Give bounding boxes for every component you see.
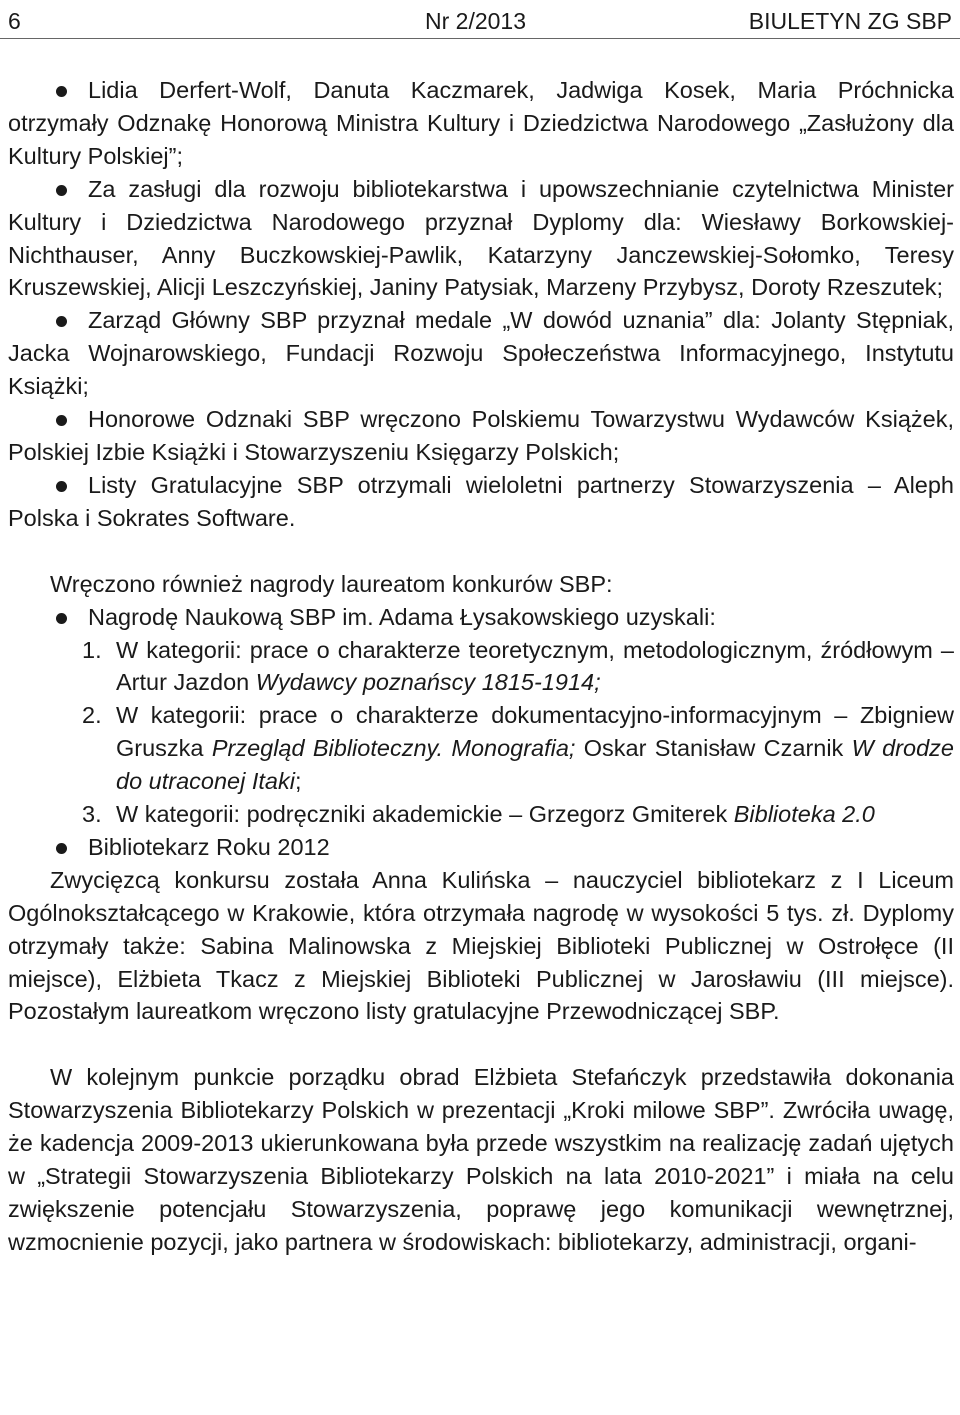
list-item: 2. W kategorii: prace o charakterze dokumentacyjno-informacyjnym – Zbigniew Gruszka Przegląd Biblioteczny. Monografia; Oskar Stanisław Czarnik W drodze do utraconej Itaki;	[82, 702, 954, 795]
bullet-icon	[56, 613, 67, 624]
bullet-icon	[56, 415, 67, 426]
librarian-paragraph: Zwycięzcą konkursu została Anna Kulińska – nauczyciel bibliotekarz z I Liceum Ogólnokształcącego w Krakowie, która otrzymała nagrodę w wysokości 5 tys. zł. Dyplomy otrzymały także: Sabina Malinowska z Miejskiej Biblioteki Publicznej w Ostrołęce (II miejsce), Elżbieta Tkacz z Miejskiej Biblioteki Publicznej w Jarosławiu (III miejsce). Pozostałym laureatkom wręczono listy gratulacyjne Przewodniczącej SBP.	[8, 866, 954, 1025]
list-item: Zarząd Główny SBP przyznał medale „W dowód uznania” dla: Jolanty Stępniak, Jacka Wojnarowskiego, Fundacji Rozwoju Społeczeństwa Informacyjnego, Instytutu Książki;	[8, 307, 954, 400]
article-body	[8, 74, 954, 1259]
list-item: Za zasługi dla rozwoju bibliotekarstwa i upowszechnianie czytelnictwa Minister Kultury i Dziedzictwa Narodowego przyznał Dyplomy dla: Wiesławy Borkowskiej-Nichthauser, Anny Buczkowskiej-Pawlik, Katarzyny Janczewskiej-Sołomko, Teresy Kruszewskiej, Alicji Leszczyńskiej, Janiny Patysiak, Marzeny Przybysz, Doroty Rzeszutek;	[8, 175, 954, 301]
list-item: Listy Gratulacyjne SBP otrzymali wieloletni partnerzy Stowarzyszenia – Aleph Polska i Sokrates Software.	[8, 471, 954, 531]
prizes-intro: Wręczono również nagrody laureatom konkurów SBP:	[50, 570, 613, 597]
list-item: Nagrodę Naukową SBP im. Adama Łysakowskiego uzyskali:	[8, 601, 954, 634]
page-number: 6	[8, 8, 21, 34]
header-rule	[0, 38, 960, 39]
list-item: Bibliotekarz Roku 2012	[8, 831, 954, 864]
final-paragraph: W kolejnym punkcie porządku obrad Elżbieta Stefańczyk przedstawiła dokonania Stowarzyszenia Bibliotekarzy Polskich w prezentacji „Kroki milowe SBP”. Zwróciła uwagę, że kadencja 2009-2013 ukierunkowana była przede wszystkim na realizację zadań ujętych w „Strategii Stowarzyszenia Bibliotekarzy Polskich na lata 2010-2021” i miała na celu zwiększenie potencjału Stowarzyszenia, poprawę jego komunikacji wewnętrznej, wzmocnienie pozycji, jako partnera w środowiskach: bibliotekarzy, administracji, organi-	[8, 1064, 954, 1255]
issue-number: Nr 2/2013	[425, 8, 527, 34]
list-item: 1. W kategorii: prace o charakterze teoretycznym, metodologicznym, źródłowym – Artur Jazdon Wydawcy poznańscy 1815-1914;	[82, 636, 954, 696]
list-item: 3. W kategorii: podręczniki akademickie – Grzegorz Gmiterek Biblioteka 2.0	[82, 801, 875, 828]
bullet-icon	[56, 185, 67, 196]
bullet-icon	[56, 481, 67, 492]
list-item: Lidia Derfert-Wolf, Danuta Kaczmarek, Jadwiga Kosek, Maria Próchnicka otrzymały Odznakę Honorową Ministra Kultury i Dziedzictwa Narodowego „Zasłużony dla Kultury Polskiej”;	[8, 77, 954, 169]
page-header	[0, 0, 960, 38]
bullet-icon	[56, 316, 67, 327]
librarian-list	[8, 831, 954, 864]
prizes-list	[8, 601, 954, 634]
journal-title: BIULETYN ZG SBP	[748, 8, 952, 34]
bullet-icon	[56, 86, 67, 97]
prize-categories	[8, 634, 954, 831]
list-item: Honorowe Odznaki SBP wręczono Polskiemu Towarzystwu Wydawców Książek, Polskiej Izbie Książki i Stowarzyszeniu Księgarzy Polskich;	[8, 406, 954, 465]
awards-list	[8, 74, 954, 535]
bullet-icon	[56, 843, 67, 854]
